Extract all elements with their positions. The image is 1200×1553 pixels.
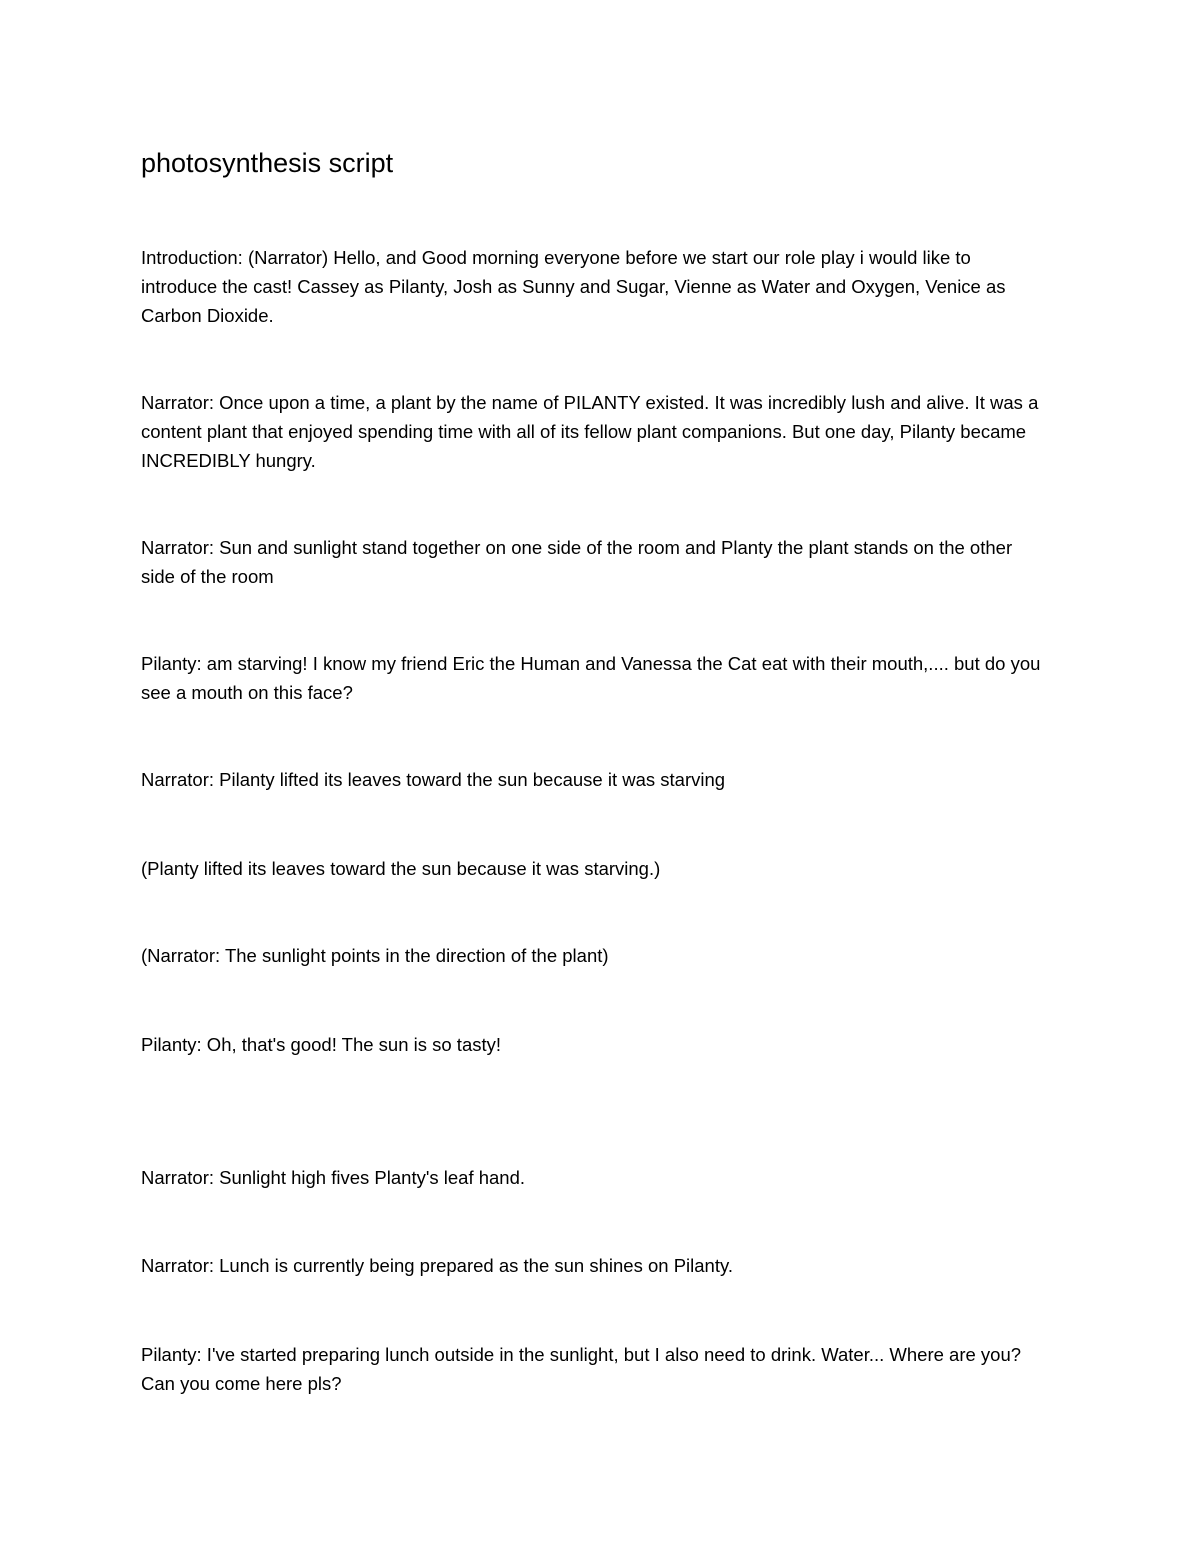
paragraph-narrator-high-fives: Narrator: Sunlight high fives Planty's leaf hand.	[141, 1167, 526, 1188]
paragraph-stage-direction-lifted: (Planty lifted its leaves toward the sun because it was starving.)	[141, 858, 661, 879]
paragraph-pilanty-water: Pilanty: I've started preparing lunch outside in the sunlight, but I also need to drink. Water... Where are you? Can you come here pls?	[141, 1344, 1022, 1394]
paragraph-narrator-once-upon: Narrator: Once upon a time, a plant by the name of PILANTY existed. It was incredibly lush and alive. It was a content plant that enjoyed spending time with all of its fellow plant companions. But one day, Pilanty became INCREDIBLY hungry.	[141, 392, 1039, 471]
paragraph-introduction: Introduction: (Narrator) Hello, and Good morning everyone before we start our role play i would like to introduce the cast! Cassey as Pilanty, Josh as Sunny and Sugar, Vienne as Water and Oxygen, Venice as Carbon Dioxide.	[141, 247, 1006, 326]
paragraph-narrator-sun-stand: Narrator: Sun and sunlight stand together on one side of the room and Planty the plant stands on the other side of the room	[141, 537, 1013, 587]
paragraph-pilanty-sun-tasty: Pilanty: Oh, that's good! The sun is so tasty!	[141, 1034, 502, 1055]
paragraph-pilanty-starving: Pilanty: am starving! I know my friend Eric the Human and Vanessa the Cat eat with their mouth,.... but do you see a mouth on this face?	[141, 653, 1041, 703]
document-title: photosynthesis script	[141, 148, 394, 178]
paragraph-narrator-lunch: Narrator: Lunch is currently being prepared as the sun shines on Pilanty.	[141, 1255, 733, 1276]
paragraph-narrator-sunlight-points: (Narrator: The sunlight points in the direction of the plant)	[141, 945, 609, 966]
paragraph-narrator-lifted-leaves: Narrator: Pilanty lifted its leaves toward the sun because it was starving	[141, 769, 726, 790]
